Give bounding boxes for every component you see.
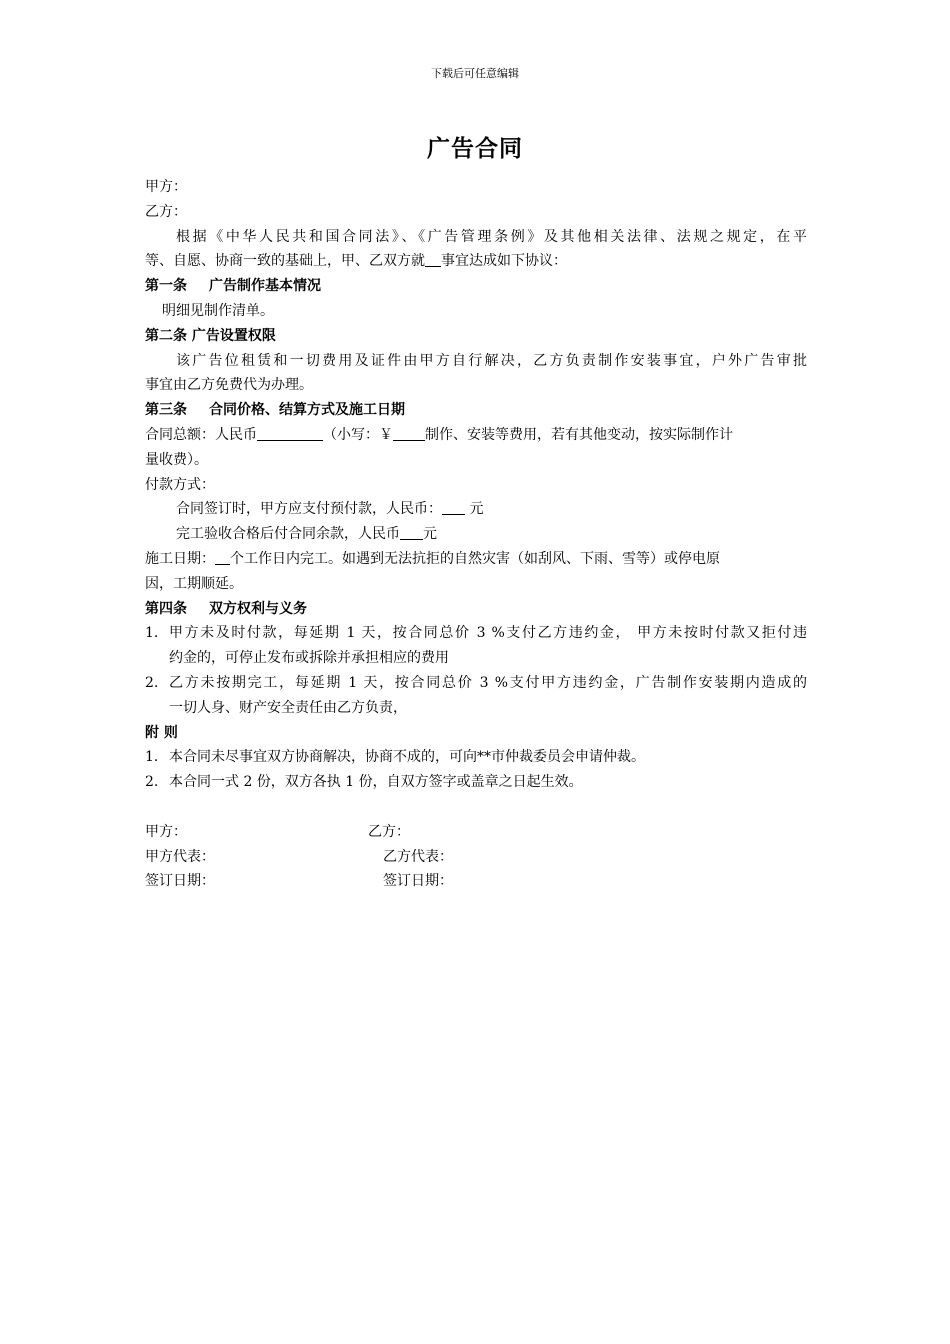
signature-party-b: 乙方： (368, 823, 410, 840)
schedule-line-2: 因，工期顺延。 (145, 575, 243, 592)
payment-2-post: 元 (423, 526, 437, 543)
document-title: 广告合同 (427, 135, 523, 162)
signature-rep-a: 甲方代表： (145, 848, 215, 865)
item-number: 1. (145, 749, 159, 766)
payment-item-2 (145, 522, 807, 547)
signature-row-date (145, 869, 807, 894)
article-1-heading (145, 274, 807, 299)
item-line-1: 甲方未及时付款，每延期 1 天，按合同总价 3 %支付乙方违约金， 甲方未按时付款又拒付违 (169, 625, 807, 642)
article-3-title: 合同价格、结算方式及施工日期 (209, 402, 405, 419)
matter-blank (425, 253, 441, 267)
signature-rep-b: 乙方代表： (383, 848, 453, 865)
party-b-line: 乙方： (145, 203, 187, 220)
intro-line-1: 根据《中华人民共和国合同法》、《广告管理条例》及其他相关法律、法规之规定，在平 (176, 228, 807, 245)
article-2-heading: 第二条 广告设置权限 (145, 327, 276, 344)
item-line-2: 一切人身、财产安全责任由乙方负责， (169, 699, 407, 716)
article-3-heading (145, 398, 807, 423)
payment-2-pre: 完工验收合格后付合同余款，人民币 (176, 526, 400, 543)
item-number: 2. (145, 674, 159, 691)
article-4-number: 第四条 (145, 600, 187, 617)
signature-row-party (145, 820, 807, 845)
article-2-line-2: 事宜由乙方免费代为办理。 (145, 377, 313, 394)
contract-total-line-2: 量收费）。 (145, 451, 208, 468)
article-4-heading (145, 597, 807, 622)
article-1-number: 第一条 (145, 278, 187, 295)
payment-label: 付款方式： (145, 476, 215, 493)
header-note: 下载后可任意编辑 (431, 67, 519, 80)
appendix-item-1 (145, 745, 807, 770)
item-text: 本合同未尽事宜双方协商解决，协商不成的，可向**市仲裁委员会申请仲裁。 (169, 749, 645, 766)
item-number: 1. (145, 625, 159, 642)
article-1-content: 明细见制作清单。 (162, 302, 274, 319)
prepayment-blank (442, 501, 465, 515)
payment-item-1 (145, 497, 807, 522)
article-4-item-2 (145, 671, 807, 721)
balance-blank (400, 526, 423, 540)
total-post: 制作、安装等费用，若有其他变动，按实际制作计 (425, 426, 733, 443)
article-1-title: 广告制作基本情况 (209, 278, 321, 295)
schedule-pre: 施工日期： (145, 550, 215, 567)
signature-party-a: 甲方： (145, 823, 187, 840)
appendix-item-2 (145, 770, 807, 795)
total-pre: 合同总额：人民币 (145, 426, 257, 443)
workdays-blank (215, 551, 230, 565)
signature-date-a: 签订日期： (145, 873, 215, 890)
signature-row-rep (145, 845, 807, 870)
intro-text-post: 事宜达成如下协议： (441, 253, 567, 270)
party-a-line: 甲方： (145, 179, 187, 195)
contract-total-line (145, 423, 807, 448)
payment-1-pre: 合同签订时，甲方应支付预付款，人民币： (176, 501, 442, 518)
item-number: 2. (145, 774, 159, 791)
payment-1-post: 元 (465, 501, 484, 518)
total-mid: （小写：￥ (323, 426, 393, 443)
contract-body (145, 175, 807, 894)
intro-text-pre: 等、自愿、协商一致的基础上，甲、乙双方就 (145, 253, 425, 270)
appendix-heading: 附 则 (145, 724, 178, 741)
intro-line-2 (145, 249, 807, 274)
item-line-1: 乙方未按期完工，每延期 1 天，按合同总价 3 %支付甲方违约金，广告制作安装期内造成的 (169, 674, 807, 691)
article-2-line-1: 该广告位租赁和一切费用及证件由甲方自行解决，乙方负责制作安装事宜，户外广告审批 (176, 352, 807, 369)
article-4-item-1 (145, 621, 807, 671)
item-line-2: 约金的，可停止发布或拆除并承担相应的费用 (169, 650, 449, 667)
signature-date-b: 签订日期： (383, 873, 453, 890)
article-4-title: 双方权利与义务 (209, 600, 307, 617)
total-amount-blank (257, 427, 323, 441)
item-text: 本合同一式 2 份，双方各执 1 份，自双方签字或盖章之日起生效。 (169, 774, 583, 791)
total-lowercase-blank (393, 427, 425, 441)
schedule-post: 个工作日内完工。如遇到无法抗拒的自然灾害（如刮风、下雨、雪等）或停电原 (230, 550, 720, 567)
schedule-line (145, 547, 807, 572)
article-3-number: 第三条 (145, 402, 187, 419)
